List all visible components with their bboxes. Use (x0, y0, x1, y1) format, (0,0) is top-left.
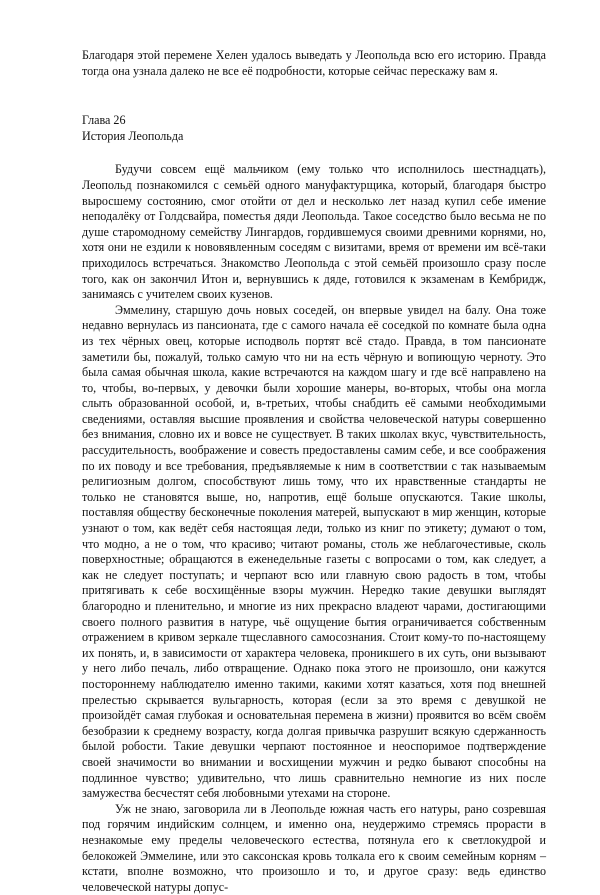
chapter-title: История Леопольда (82, 128, 184, 143)
chapter-number: Глава 26 (82, 113, 126, 128)
body-paragraph: Будучи совсем ещё мальчиком (ему только что исполнилось шестнадцать), Леопольд познакомился с семьёй одного мануфактурщика, который, благодаря быстро выросшему состоянию, смог отойти от дел и несколько лет назад купил себе имение неподалёку от Голдсвайра, поместья дяди Леопольда. Такое соседство было весьма не по душе старомодному семейству Лингардов, гордившемуся своими древними корнями, но, хотя они не ездили к нововявленным соседям с визитами, время от времени им всё-таки приходилось встречаться. Знакомство Леопольда с этой семьёй произошло сразу после того, как он закончил Итон и, вернувшись к дяде, готовился к экзаменам в Кембридж, занимаясь с учителем своих кузенов. (82, 162, 546, 302)
body-paragraph: Эммелину, старшую дочь новых соседей, он впервые увидел на балу. Она тоже недавно вернулась из пансионата, где с самого начала её соседкой по комнате была одна из тех чёрных овец, которые исподволь портят всё стадо. Правда, в том пансионате заметили бы, пожалуй, только самую что ни на есть чёрную и вопиющую черноту. Это была самая обычная школа, какие встречаются на каждом шагу и где всё направлено на то, чтобы, во-первых, у девочки были хорошие манеры, во-вторых, чтобы она могла слыть образованной особой, и, в-третьих, чтобы снабдить её самыми необходимыми сведениями, оставляя высшие проявления и свойства человеческой натуры совершенно без внимания, словно их и вовсе не существует. В таких школах вкус, чувствительность, рассудительность, воображение и совесть предоставлены самим себе, и все соображения по их поводу и все требования, предъявляемые к ним в соответствии с так называемым религиозным долгом, способствуют лишь тому, что их нравственные стандарты не только не становятся выше, но, напротив, ещё больше опускаются. Такие школы, поставляя обществу бесконечные поколения матерей, выпускают в мир женщин, которые узнают о том, как ведёт себя настоящая леди, только из книг по этикету; думают о том, что модно, а не о том, что красиво; читают романы, столь же неблагочестивые, сколь поверхностные; обращаются в еженедельные газеты с вопросами о том, как следует, а как не следует поступать; и черпают всю или главную свою радость в том, чтобы притягивать к себе восхищённые взоры мужчин. Нередко такие девушки выглядят благородно и пленительно, и многие из них прекрасно владеют чарами, достигающими своего полного развития в натуре, чьё ощущение бытия ограничивается собственным отражением в кривом зеркале тщеславного самосознания. Стоит кому-то по-настоящему их понять, и, в зависимости от характера человека, проникшего в их суть, они вызывают у него либо печаль, либо отвращение. Однако пока этого не произошло, они кажутся постороннему наблюдателю именно такими, какими хотят казаться, хотя под внешней прелестью скрывается вульгарность, которая (если за это время с девушкой не произойдёт самая глубокая и основательная перемена в жизни) проявится во всём своём безобразии к среднему возрасту, когда долгая привычка разрушит всякую сдержанность былой робости. Такие девушки черпают постоянное и неоспоримое подтверждение своей значимости во внимании и восхищении мужчин и редко бывают способны на подлинное чувство; удивительно, что лишь сравнительно немногие из них после замужества бесчестят себя любовными утехами на стороне. (82, 302, 546, 801)
body-paragraph: Уж не знаю, заговорила ли в Леопольде южная часть его натуры, рано созревшая под горячим индийским солнцем, и именно она, неудержимо стремясь прорасти в незнакомые ему пределы человеческого естества, потянула его к светлокудрой и белокожей Эммелине, или это саксонская кровь толкала его к своим семейным корням – кстати, вполне возможно, что произошло и то, и другое сразу: ведь единство человеческой натуры допус- (82, 801, 546, 894)
intro-paragraph: Благодаря этой перемене Хелен удалось выведать у Леопольда всю его историю. Правда тогда она узнала далеко не все её подробности, которые сейчас перескажу вам я. (82, 48, 546, 78)
